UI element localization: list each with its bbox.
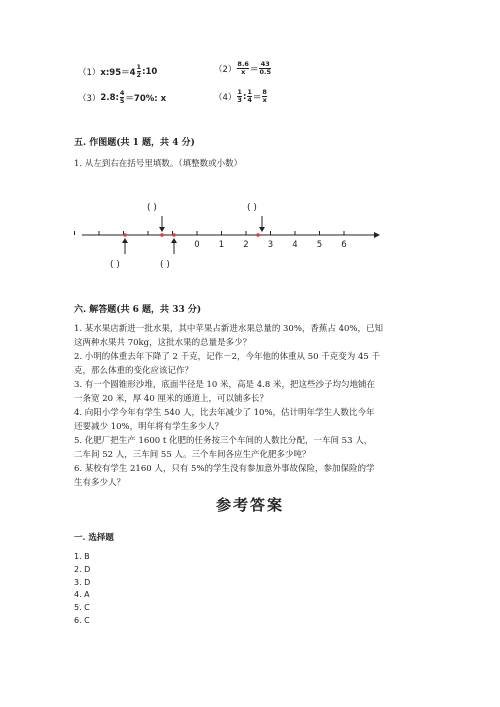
text-line: 生有多少人？ (74, 478, 126, 488)
answer-item: 3. D (74, 577, 91, 587)
equation-3 (78, 90, 166, 105)
section-6-title: 六. 解答题(共 6 题，共 33 分) (74, 305, 202, 315)
text-line: 6. 某校有学生 2160 人，只有 5%的学生没有参加意外事故保险，参加保险的学 (74, 464, 375, 474)
section-5-question: 1. 从左到右在括号里填数。（填整数或小数） (74, 159, 243, 169)
answer-item: 5. C (74, 603, 90, 613)
up-arrow-head-icon (122, 238, 128, 243)
red-point (160, 233, 164, 237)
colon: : (242, 91, 247, 102)
arrow-head-icon (374, 232, 380, 238)
fraction: $\frac{43}{0.5}$ (259, 60, 271, 76)
text-line: 一条宽 20 米，厚 40 厘米的通道上，可以铺多长？ (74, 394, 268, 404)
number-line (74, 198, 384, 278)
equation-number: （2） (214, 64, 237, 75)
text-line: 这两种水果共 70kg，这批水果的总量是多少？ (74, 338, 252, 348)
equation-text: 2.8: (100, 92, 119, 103)
tick-labels (194, 240, 346, 250)
ticks (75, 231, 345, 235)
equation-number: （1） (78, 67, 101, 78)
red-point (123, 233, 127, 237)
text-line: 2. 小明的体重去年下降了 2 千克，记作－2，今年他的体重从 50 千克变为 45 千 (74, 352, 380, 362)
equation-number: （4） (214, 92, 237, 103)
equals-sign: ＝ (252, 92, 262, 103)
answer-item: 2. D (74, 564, 91, 574)
tick-label: 2 (243, 240, 249, 250)
answer-item: 6. C (74, 615, 90, 625)
text-line: 克，那么体重的变化应该记作？ (74, 366, 194, 376)
answer-blank-top-2[interactable]: ( ) (247, 203, 257, 213)
answer-heading: 参考答案 (215, 496, 284, 514)
down-arrow-head-icon (159, 227, 165, 232)
equation-1 (78, 64, 157, 79)
answer-item: 4. A (74, 590, 90, 600)
down-arrow-head-icon (259, 227, 265, 232)
section-5-title: 五. 作图题(共 1 题，共 4 分) (74, 138, 195, 148)
tick-label: 0 (194, 240, 200, 250)
answer-list (74, 551, 90, 628)
fraction: $\frac{4}{5}$ (119, 89, 125, 105)
answer-blank-bottom-1[interactable]: ( ) (110, 260, 120, 270)
up-arrow-head-icon (171, 238, 177, 243)
tick-label: 6 (341, 240, 347, 250)
tick-label: 4 (292, 240, 298, 250)
text-line: 二车间 52 人，三车间 55 人。三个车间各应生产化肥多少吨？ (74, 450, 311, 460)
text-line: 还要减少 10%，明年将有学生多少人？ (74, 422, 224, 432)
equation-text: :10 (142, 66, 158, 77)
answer-blank-bottom-2[interactable]: ( ) (160, 260, 170, 270)
fraction: $\frac{1}{4}$ (247, 88, 252, 104)
equation-text: ＝70%: x (125, 93, 167, 104)
equation-number: （3） (78, 93, 101, 104)
tick-label: 1 (218, 240, 225, 250)
equation-text: x:95＝4 (100, 67, 136, 78)
fraction: $\frac{8}{x}$ (262, 88, 267, 104)
fraction: $\frac{1}{2}$ (136, 63, 142, 79)
fraction: $\frac{8.6}{x}$ (237, 60, 249, 76)
red-point (172, 233, 176, 237)
text-line: 4. 向阳小学今年有学生 540 人，比去年减少了 10%，估计明年学生人数比今年 (74, 408, 375, 418)
tick-label: 3 (267, 240, 274, 250)
text-line: 1. 某水果店新进一批水果，其中苹果占新进水果总量的 30%，香蕉占 40%，已知 (74, 324, 384, 334)
section-6-body (74, 322, 383, 490)
equals-sign: ＝ (249, 64, 259, 75)
text-line: 5. 化肥厂把生产 1600 t 化肥的任务按三个车间的人数比分配，一车间 53 人， (74, 436, 373, 446)
red-point (256, 233, 260, 237)
text-line: 3. 有一个圆锥形沙堆，底面半径是 10 米，高是 4.8 米，把这些沙子均匀地铺在 (74, 380, 375, 390)
tick-label: 5 (316, 240, 323, 250)
answer-subheading: 一. 选择题 (74, 533, 114, 543)
equation-2 (214, 61, 272, 76)
answer-item: 1. B (74, 552, 90, 561)
answer-blank-top-1[interactable]: ( ) (147, 203, 157, 213)
fraction: $\frac{1}{3}$ (237, 88, 242, 104)
equation-4 (214, 89, 268, 104)
